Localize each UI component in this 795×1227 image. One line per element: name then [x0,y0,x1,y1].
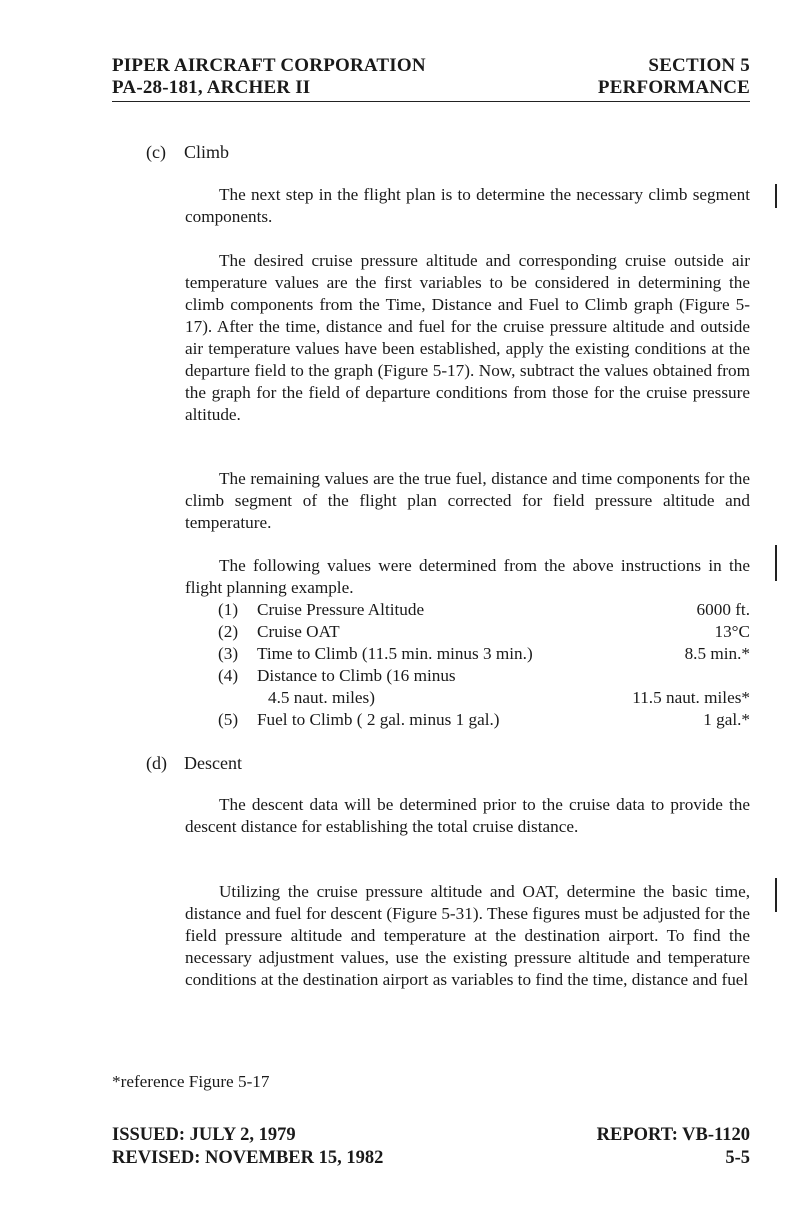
revision-bar [775,878,777,912]
descent-paragraph-1: The descent data will be determined prior to the cruise data to provide the descent distance for establishing the total cruise distance. [185,795,750,836]
revised-date: REVISED: NOVEMBER 15, 1982 [112,1148,384,1168]
item-label-continuation: 4.5 naut. miles) [268,688,375,707]
climb-paragraph-3: The remaining values are the true fuel, distance and time components for the climb segment of the flight plan corrected for field pressure altitude and temperature. [185,469,750,532]
item-number: (3) [218,644,239,663]
item-label: Time to Climb (11.5 min. minus 3 min.) [257,644,533,663]
revision-bar [775,184,777,208]
section-number: SECTION 5 [648,55,750,76]
item-number: (1) [218,600,239,619]
item-value: 1 gal.* [703,710,750,729]
list-item [218,709,750,731]
descent-label: (d) [146,753,167,773]
climb-title: Climb [184,142,230,162]
item-number: (2) [218,622,239,641]
issued-date: ISSUED: JULY 2, 1979 [112,1125,296,1145]
report-number: REPORT: VB-1120 [596,1125,750,1145]
list-item-continuation [218,687,750,709]
footnote: *reference Figure 5-17 [112,1072,270,1091]
header-left [112,55,426,99]
item-label: Cruise Pressure Altitude [257,600,425,619]
climb-paragraph-2: The desired cruise pressure altitude and corresponding cruise outside air temperature values are the first variables to be considered in determining the climb components from the Time, Distance and Fuel to Climb graph (Figure 5-17). After the time, distance and fuel for the cruise pressure altitude and outside air temperature values have been established, apply the existing conditions at the departure field to the graph (Figure 5-17). Now, subtract the values obtained from the graph for the field of departure conditions from those for the cruise pressure altitude. [185,251,750,424]
descent-title: Descent [184,753,242,773]
item-value: 13°C [714,622,750,641]
item-number: (4) [218,666,239,685]
item-value: 6000 ft. [696,600,750,619]
list-item [218,643,750,665]
header-right [598,55,750,99]
company-name: PIPER AIRCRAFT CORPORATION [112,55,426,76]
climb-paragraph-1: The next step in the flight plan is to determine the necessary climb segment components. [185,185,750,226]
item-label: Cruise OAT [257,622,340,641]
item-label: Distance to Climb (16 minus [257,666,456,685]
item-label: Fuel to Climb ( 2 gal. minus 1 gal.) [257,710,500,729]
item-value: 8.5 min.* [684,644,750,663]
header-rule [112,101,750,102]
footer-left [112,1124,383,1170]
descent-paragraph-2: Utilizing the cruise pressure altitude and OAT, determine the basic time, distance and fuel for descent (Figure 5-31). These figures must be adjusted for the field pressure altitude and temperature at the destination airport. To find the necessary adjustment values, use the existing pressure altitude and temperature conditions at the destination airport as variables to find the time, distance and fuel [185,882,750,989]
revision-bar [775,545,777,581]
climb-label: (c) [146,142,166,162]
aircraft-model: PA-28-181, ARCHER II [112,77,311,98]
descent-heading [146,752,242,774]
list-item [218,665,750,687]
footer-right [597,1124,750,1170]
item-number: (5) [218,710,239,729]
list-item [218,599,750,621]
list-item [218,621,750,643]
item-value: 11.5 naut. miles* [632,688,750,707]
page-number: 5-5 [725,1148,750,1168]
climb-values-list [218,599,750,731]
climb-heading [146,141,229,163]
climb-paragraph-4: The following values were determined from the above instructions in the flight planning example. [185,556,750,597]
section-title: PERFORMANCE [597,77,750,98]
